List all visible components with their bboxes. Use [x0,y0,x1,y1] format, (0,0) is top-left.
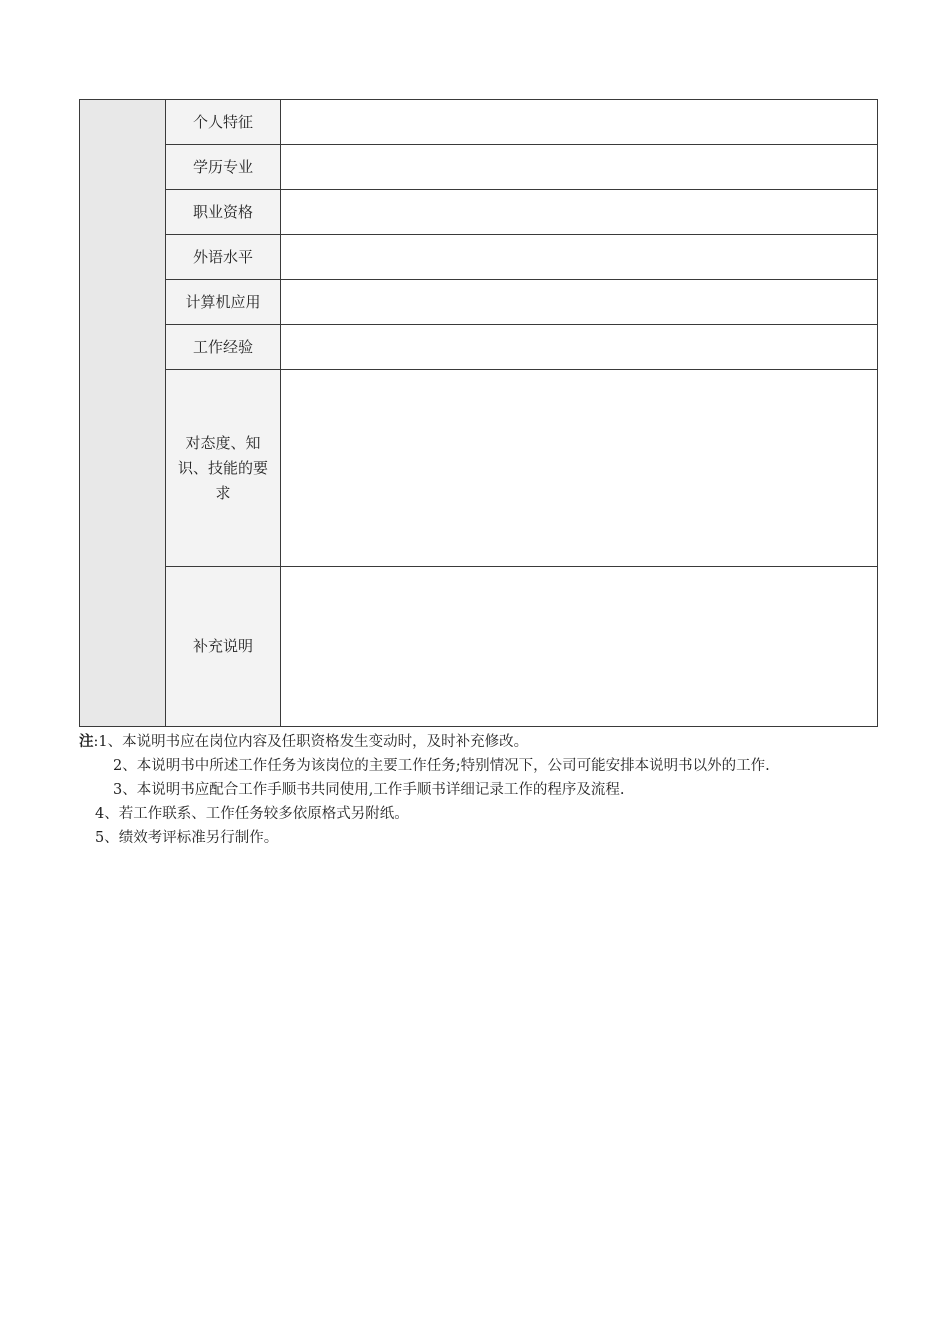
row-label: 学历专业 [166,145,281,190]
row-label: 外语水平 [166,235,281,280]
row-value [281,145,878,190]
row-label: 职业资格 [166,190,281,235]
row-value [281,370,878,567]
table-row [80,100,878,145]
section-side-cell [80,100,166,727]
note-line: 5、绩效考评标准另行制作。 [95,830,279,846]
table-row [80,325,878,370]
table-row [80,370,878,567]
row-value [281,100,878,145]
row-value [281,280,878,325]
row-value [281,567,878,727]
note-text: :1、本说明书应在岗位内容及任职资格发生变动时，及时补充修改。 [93,734,529,750]
row-value [281,325,878,370]
row-label: 个人特征 [166,100,281,145]
note-line: 4、若工作联系、工作任务较多依原格式另附纸。 [95,806,409,822]
row-label: 补充说明 [166,567,281,727]
row-value [281,235,878,280]
table-row [80,145,878,190]
notes-section [79,730,899,850]
table-row [80,567,878,727]
note-line: 2、本说明书中所述工作任务为该岗位的主要工作任务;特别情况下，公司可能安排本说明书以外的工作. [113,758,770,774]
row-label: 对态度、知识、技能的要求 [166,370,281,567]
row-value [281,190,878,235]
job-requirements-table [79,99,878,727]
table-row [80,235,878,280]
note-prefix: 注 [79,733,94,750]
table-row [80,280,878,325]
row-label: 工作经验 [166,325,281,370]
note-line [79,730,899,754]
note-line: 3、本说明书应配合工作手顺书共同使用,工作手顺书详细记录工作的程序及流程. [113,782,625,798]
row-label: 计算机应用 [166,280,281,325]
table-row [80,190,878,235]
